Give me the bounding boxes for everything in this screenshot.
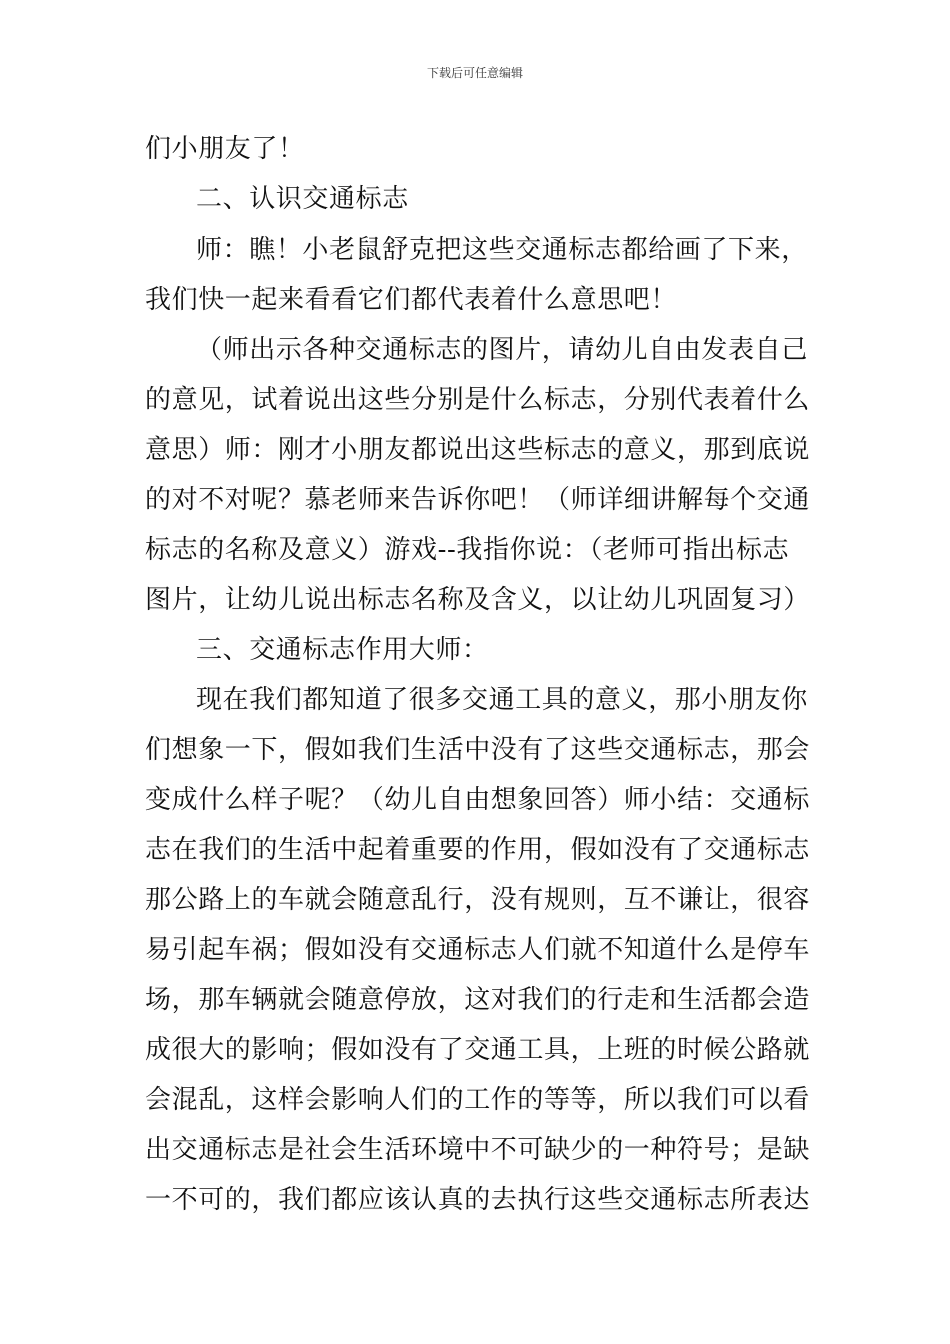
paragraph-line: 现在我们都知道了很多交通工具的意义，那小朋友你 [196,685,808,715]
paragraph-line: 会混乱，这样会影响人们的工作的等等，所以我们可以看 [145,1085,811,1115]
paragraph-line: 们想象一下，假如我们生活中没有了这些交通标志，那会 [145,735,811,765]
text-line: 们小朋友了！ [145,134,305,164]
section-heading: 三、交通标志作用大师： [196,635,489,665]
paragraph-line: 出交通标志是社会生活环境中不可缺少的一种符号；是缺 [145,1135,811,1165]
paragraph-line: 图片，让幼儿说出标志名称及含义，以让幼儿巩固复习） [145,585,811,615]
paragraph-line: 变成什么样子呢？（幼儿自由想象回答）师小结：交通标 [145,785,811,815]
paragraph-line: （师出示各种交通标志的图片，请幼儿自由发表自己 [196,335,808,365]
page-header: 下载后可任意编辑 [426,66,523,80]
paragraph-line: 意思）师：刚才小朋友都说出这些标志的意义，那到底说 [145,435,811,465]
paragraph-line: 的意见，试着说出这些分别是什么标志，分别代表着什么 [145,385,811,415]
paragraph-line: 那公路上的车就会随意乱行，没有规则，互不谦让，很容 [145,885,811,915]
paragraph-line: 场，那车辆就会随意停放，这对我们的行走和生活都会造 [145,985,811,1015]
section-heading: 二、认识交通标志 [196,184,409,214]
paragraph-line: 志在我们的生活中起着重要的作用，假如没有了交通标志 [145,835,811,865]
paragraph-line: 成很大的影响；假如没有了交通工具，上班的时候公路就 [145,1035,811,1065]
paragraph-line: 标志的名称及意义）游戏--我指你说：（老师可指出标志 [145,535,790,565]
paragraph-line: 一不可的，我们都应该认真的去执行这些交通标志所表达 [145,1185,811,1215]
paragraph-line: 师：瞧！小老鼠舒克把这些交通标志都给画了下来， [196,235,808,265]
paragraph-line: 的对不对呢？慕老师来告诉你吧！（师详细讲解每个交通 [145,485,811,515]
paragraph-line: 我们快一起来看看它们都代表着什么意思吧！ [145,285,678,315]
paragraph-line: 易引起车祸；假如没有交通标志人们就不知道什么是停车 [145,935,811,965]
